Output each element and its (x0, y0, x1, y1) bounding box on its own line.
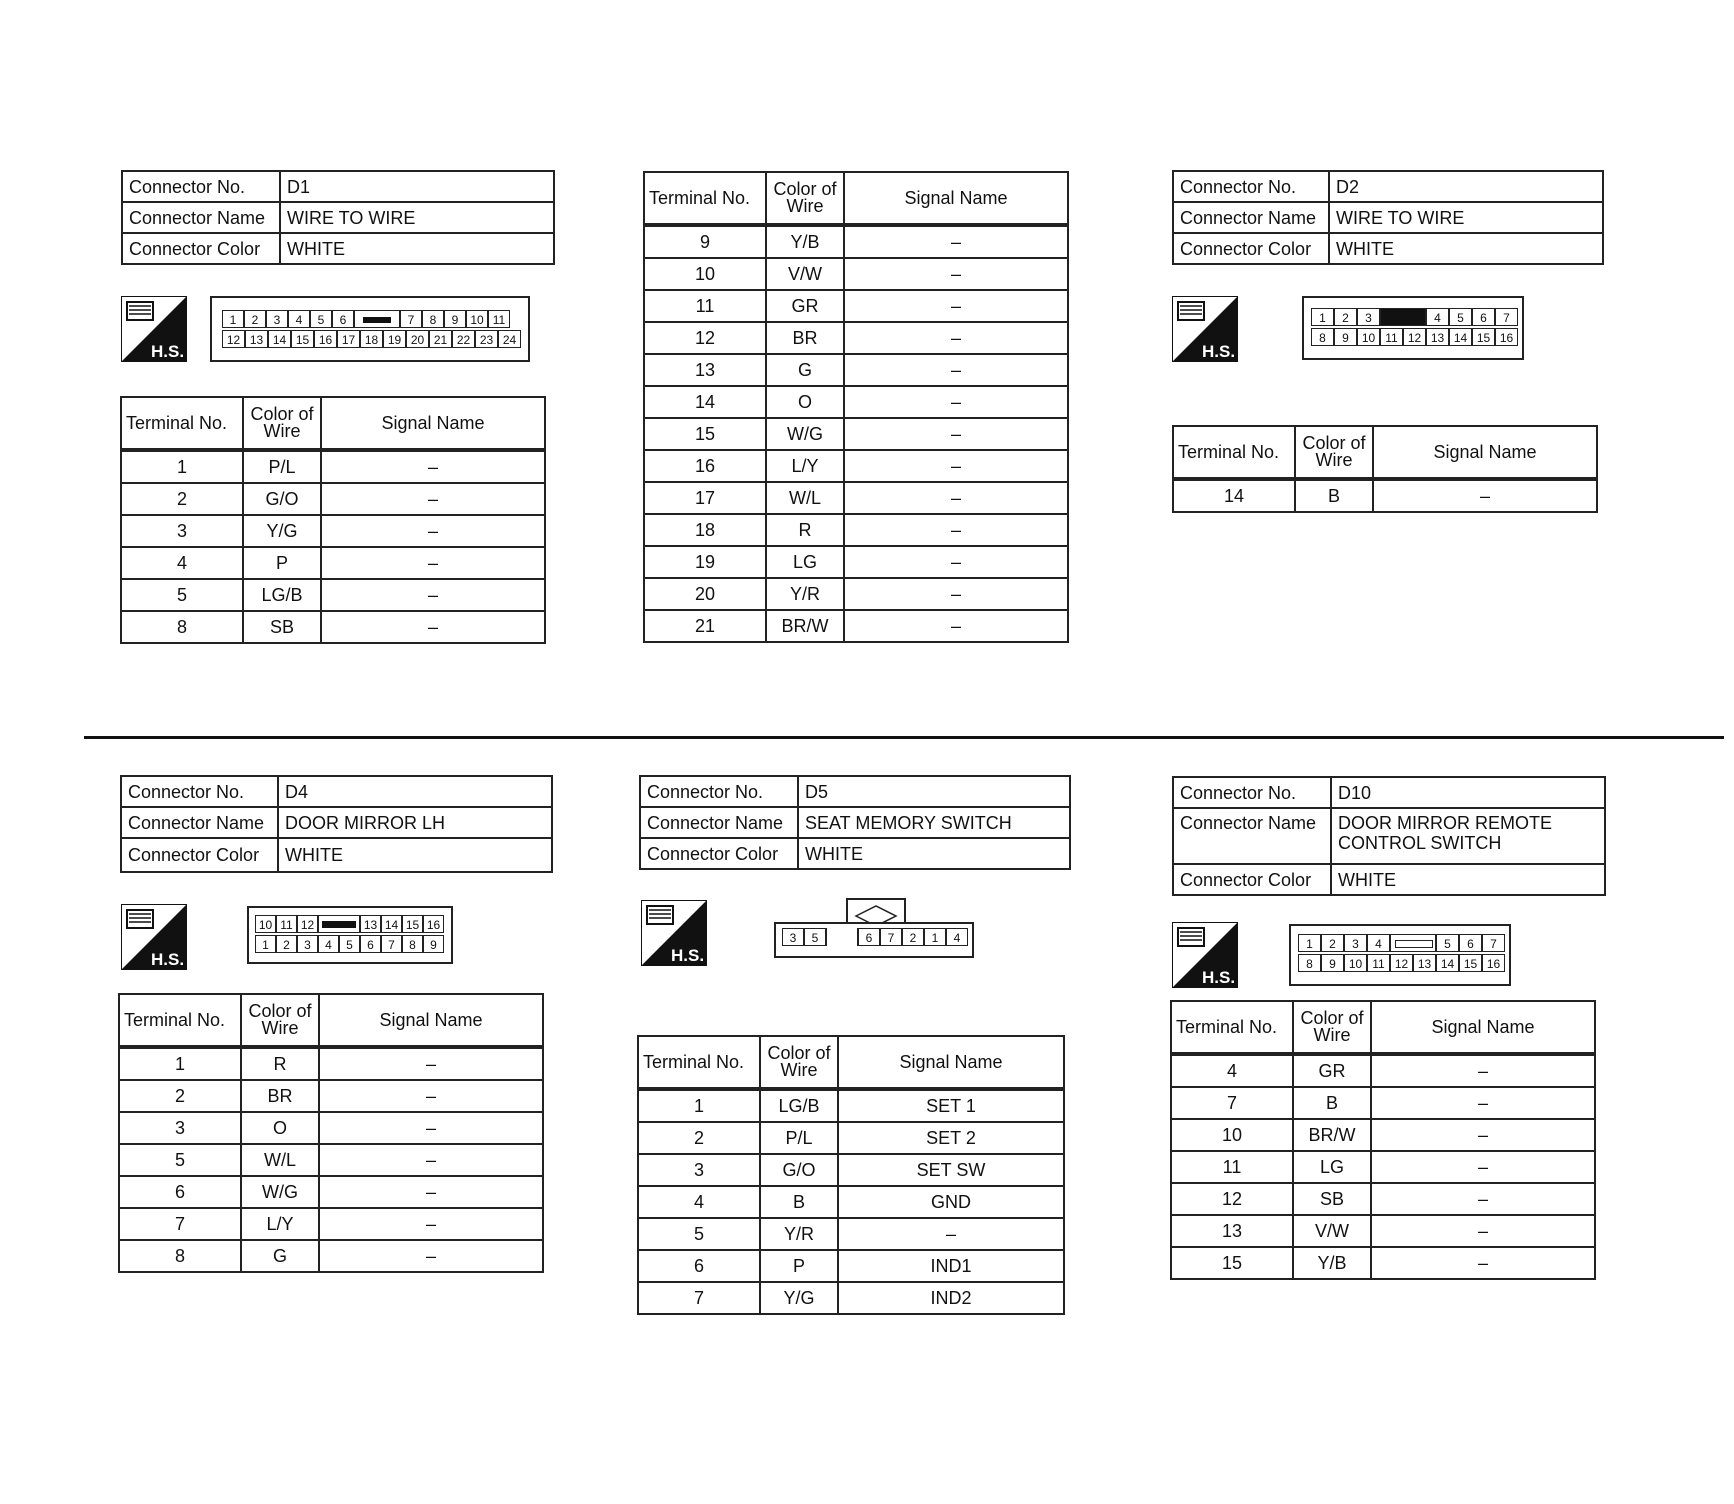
table-row: 19 LG – (644, 546, 1068, 578)
d2-terminal-table (1172, 425, 1598, 513)
pin: 10 (1344, 954, 1367, 972)
pin: 4 (288, 310, 310, 328)
table-row: 3 O – (119, 1112, 543, 1144)
hs-connector-icon (1172, 296, 1238, 362)
pin: 4 (1426, 308, 1449, 326)
connector-no-value: D5 (798, 776, 1070, 807)
pin: 9 (444, 310, 466, 328)
connector-color-label: Connector Color (1173, 864, 1331, 895)
table-row: 13 V/W – (1171, 1215, 1595, 1247)
pin: 7 (400, 310, 422, 328)
table-row: 3 Y/G – (121, 515, 545, 547)
table-row: 7 Y/G IND2 (638, 1282, 1064, 1314)
connector-no-label: Connector No. (1173, 777, 1331, 808)
connector-name-label: Connector Name (1173, 202, 1329, 233)
table-row: 8 G – (119, 1240, 543, 1272)
connector-no-label: Connector No. (640, 776, 798, 807)
d1-connector-diagram (210, 296, 530, 362)
connector-name-label: Connector Name (640, 807, 798, 838)
pin: 15 (1472, 328, 1495, 346)
pin: 3 (297, 935, 318, 953)
pin: 5 (339, 935, 360, 953)
d5-connector-diagram (774, 898, 974, 958)
table-row: 6 P IND1 (638, 1250, 1064, 1282)
pin: 11 (1367, 954, 1390, 972)
connector-name-value: WIRE TO WIRE (1329, 202, 1603, 233)
signal-name-header: Signal Name (321, 397, 545, 450)
pin: 5 (804, 928, 826, 946)
pin: 2 (276, 935, 297, 953)
pin: 5 (1449, 308, 1472, 326)
pin: 8 (402, 935, 423, 953)
d10-info-table (1172, 776, 1606, 896)
pin-row-top (255, 915, 444, 933)
hs-label: H.S. (1202, 342, 1236, 361)
connector-color-label: Connector Color (121, 838, 278, 872)
pin: 17 (337, 330, 360, 348)
pin: 13 (1413, 954, 1436, 972)
pin-row-top (222, 310, 510, 328)
connector-color-value: WHITE (1331, 864, 1605, 895)
signal-name-header: Signal Name (838, 1036, 1064, 1089)
table-row: 10 V/W – (644, 258, 1068, 290)
pin: 9 (1321, 954, 1344, 972)
terminal-no-header: Terminal No. (1173, 426, 1295, 479)
connector-name-value: DOOR MIRROR REMOTE CONTROL SWITCH (1331, 808, 1605, 864)
table-row: 12 SB – (1171, 1183, 1595, 1215)
pin: 1 (1311, 308, 1334, 326)
pin: 7 (1482, 934, 1505, 952)
pin: 2 (902, 928, 924, 946)
pin: 1 (255, 935, 276, 953)
pin: 6 (858, 928, 880, 946)
lock-tab (354, 310, 400, 328)
d5-info-table (639, 775, 1071, 870)
pin: 8 (1298, 954, 1321, 972)
hs-label: H.S. (151, 342, 185, 361)
table-row: 14 B – (1173, 479, 1597, 512)
table-row: 14 O – (644, 386, 1068, 418)
pin: 3 (1344, 934, 1367, 952)
connector-name-label: Connector Name (121, 807, 278, 838)
terminal-no-header: Terminal No. (121, 397, 243, 450)
pin: 11 (488, 310, 510, 328)
section-divider (84, 736, 1724, 739)
table-row: 4 P – (121, 547, 545, 579)
pin: 6 (1459, 934, 1482, 952)
pin: 22 (452, 330, 475, 348)
table-row: 13 G – (644, 354, 1068, 386)
table-row: 11 LG – (1171, 1151, 1595, 1183)
d2-info-table (1172, 170, 1604, 265)
table-row: 5 LG/B – (121, 579, 545, 611)
pin: 7 (381, 935, 402, 953)
pin: 7 (880, 928, 902, 946)
table-row: 5 W/L – (119, 1144, 543, 1176)
connector-no-label: Connector No. (1173, 171, 1329, 202)
pin: 4 (318, 935, 339, 953)
pin: 21 (429, 330, 452, 348)
pin: 3 (266, 310, 288, 328)
pin-row-bottom (222, 330, 521, 348)
terminal-no-header: Terminal No. (119, 994, 241, 1047)
pin: 8 (422, 310, 444, 328)
table-row: 15 W/G – (644, 418, 1068, 450)
connector-color-value: WHITE (798, 838, 1070, 869)
pin: 2 (244, 310, 266, 328)
pin: 16 (1495, 328, 1518, 346)
pin: 14 (268, 330, 291, 348)
pin: 18 (360, 330, 383, 348)
hs-label: H.S. (151, 950, 185, 969)
connector-no-value: D1 (280, 171, 554, 202)
connector-name-label: Connector Name (1173, 808, 1331, 864)
table-row: 8 SB – (121, 611, 545, 643)
connector-no-label: Connector No. (122, 171, 280, 202)
pin: 5 (1436, 934, 1459, 952)
table-row: 16 L/Y – (644, 450, 1068, 482)
pin: 23 (475, 330, 498, 348)
pin: 3 (782, 928, 804, 946)
table-row: 7 B – (1171, 1087, 1595, 1119)
pin: 14 (381, 915, 402, 933)
pin: 12 (297, 915, 318, 933)
d4-connector-diagram (247, 906, 453, 964)
table-row: 17 W/L – (644, 482, 1068, 514)
pin-row-bottom (255, 935, 444, 953)
pin: 15 (402, 915, 423, 933)
pin-row-top (1298, 934, 1505, 952)
hs-connector-icon (1172, 922, 1238, 988)
d10-connector-diagram (1289, 924, 1511, 986)
pin: 14 (1436, 954, 1459, 972)
pin: 9 (1334, 328, 1357, 346)
connector-name-value: WIRE TO WIRE (280, 202, 554, 233)
pin: 12 (1403, 328, 1426, 346)
table-row: 18 R – (644, 514, 1068, 546)
pin: 24 (498, 330, 521, 348)
table-row: 15 Y/B – (1171, 1247, 1595, 1279)
pin-row (782, 928, 968, 946)
d10-terminal-table (1170, 1000, 1596, 1280)
table-row: 2 G/O – (121, 483, 545, 515)
pin: 13 (1426, 328, 1449, 346)
connector-no-value: D2 (1329, 171, 1603, 202)
color-of-wire-header: Color of Wire (1293, 1001, 1371, 1054)
color-of-wire-header: Color of Wire (243, 397, 321, 450)
pin: 14 (1449, 328, 1472, 346)
pin: 4 (1367, 934, 1390, 952)
hs-label: H.S. (1202, 968, 1236, 987)
d2-connector-diagram (1302, 296, 1524, 360)
lock-tab (1380, 308, 1426, 326)
pin-row-bottom (1311, 328, 1518, 346)
pin: 16 (1482, 954, 1505, 972)
table-row: 5 Y/R – (638, 1218, 1064, 1250)
pin: 5 (310, 310, 332, 328)
hs-connector-icon (641, 900, 707, 966)
pin: 7 (1495, 308, 1518, 326)
connector-color-label: Connector Color (122, 233, 280, 264)
d1-terminal-table (120, 396, 546, 644)
pin: 10 (1357, 328, 1380, 346)
d4-terminal-table (118, 993, 544, 1273)
pin: 10 (255, 915, 276, 933)
pin: 6 (332, 310, 354, 328)
pin: 15 (291, 330, 314, 348)
pin: 15 (1459, 954, 1482, 972)
color-of-wire-header: Color of Wire (760, 1036, 838, 1089)
pin: 4 (946, 928, 968, 946)
pin: 6 (360, 935, 381, 953)
pin: 16 (423, 915, 444, 933)
pin: 12 (222, 330, 245, 348)
pin: 12 (1390, 954, 1413, 972)
connector-color-label: Connector Color (640, 838, 798, 869)
table-row: 1 R – (119, 1047, 543, 1080)
connector-no-value: D4 (278, 776, 552, 807)
pin: 13 (360, 915, 381, 933)
pin: 11 (1380, 328, 1403, 346)
table-row: 4 B GND (638, 1186, 1064, 1218)
table-row: 1 P/L – (121, 450, 545, 483)
table-row: 12 BR – (644, 322, 1068, 354)
pin: 6 (1472, 308, 1495, 326)
lock-tab (1390, 934, 1436, 952)
color-of-wire-header: Color of Wire (766, 172, 844, 225)
pin: 1 (924, 928, 946, 946)
table-row: 10 BR/W – (1171, 1119, 1595, 1151)
connector-no-value: D10 (1331, 777, 1605, 808)
pin: 9 (423, 935, 444, 953)
connector-name-value: DOOR MIRROR LH (278, 807, 552, 838)
pin: 1 (222, 310, 244, 328)
hs-label: H.S. (671, 946, 705, 965)
pin: 19 (383, 330, 406, 348)
table-row: 1 LG/B SET 1 (638, 1089, 1064, 1122)
table-row: 21 BR/W – (644, 610, 1068, 642)
pin-row-top (1311, 308, 1518, 326)
connector-color-value: WHITE (1329, 233, 1603, 264)
signal-name-header: Signal Name (844, 172, 1068, 225)
table-row: 7 L/Y – (119, 1208, 543, 1240)
terminal-no-header: Terminal No. (644, 172, 766, 225)
pin: 2 (1321, 934, 1344, 952)
pin: 1 (1298, 934, 1321, 952)
pin-row-bottom (1298, 954, 1505, 972)
d1-terminal-table-continued (643, 171, 1069, 643)
connector-color-value: WHITE (278, 838, 552, 872)
connector-color-label: Connector Color (1173, 233, 1329, 264)
d1-info-table (121, 170, 555, 265)
hs-connector-icon (121, 296, 187, 362)
table-row: 9 Y/B – (644, 225, 1068, 258)
connector-name-label: Connector Name (122, 202, 280, 233)
table-row: 3 G/O SET SW (638, 1154, 1064, 1186)
signal-name-header: Signal Name (1371, 1001, 1595, 1054)
pin: 13 (245, 330, 268, 348)
pin: 8 (1311, 328, 1334, 346)
pin-gap (826, 928, 858, 946)
lock-tab (318, 915, 360, 933)
terminal-no-header: Terminal No. (1171, 1001, 1293, 1054)
connector-name-value: SEAT MEMORY SWITCH (798, 807, 1070, 838)
signal-name-header: Signal Name (1373, 426, 1597, 479)
pin: 16 (314, 330, 337, 348)
terminal-no-header: Terminal No. (638, 1036, 760, 1089)
color-of-wire-header: Color of Wire (1295, 426, 1373, 479)
table-row: 20 Y/R – (644, 578, 1068, 610)
pin: 11 (276, 915, 297, 933)
color-of-wire-header: Color of Wire (241, 994, 319, 1047)
pin: 10 (466, 310, 488, 328)
table-row: 2 P/L SET 2 (638, 1122, 1064, 1154)
connector-no-label: Connector No. (121, 776, 278, 807)
table-row: 4 GR – (1171, 1054, 1595, 1087)
d5-terminal-table (637, 1035, 1065, 1315)
table-row: 2 BR – (119, 1080, 543, 1112)
connector-color-value: WHITE (280, 233, 554, 264)
d4-info-table (120, 775, 553, 873)
table-row: 11 GR – (644, 290, 1068, 322)
signal-name-header: Signal Name (319, 994, 543, 1047)
pin: 20 (406, 330, 429, 348)
hs-connector-icon (121, 904, 187, 970)
table-row: 6 W/G – (119, 1176, 543, 1208)
pin: 2 (1334, 308, 1357, 326)
pin: 3 (1357, 308, 1380, 326)
